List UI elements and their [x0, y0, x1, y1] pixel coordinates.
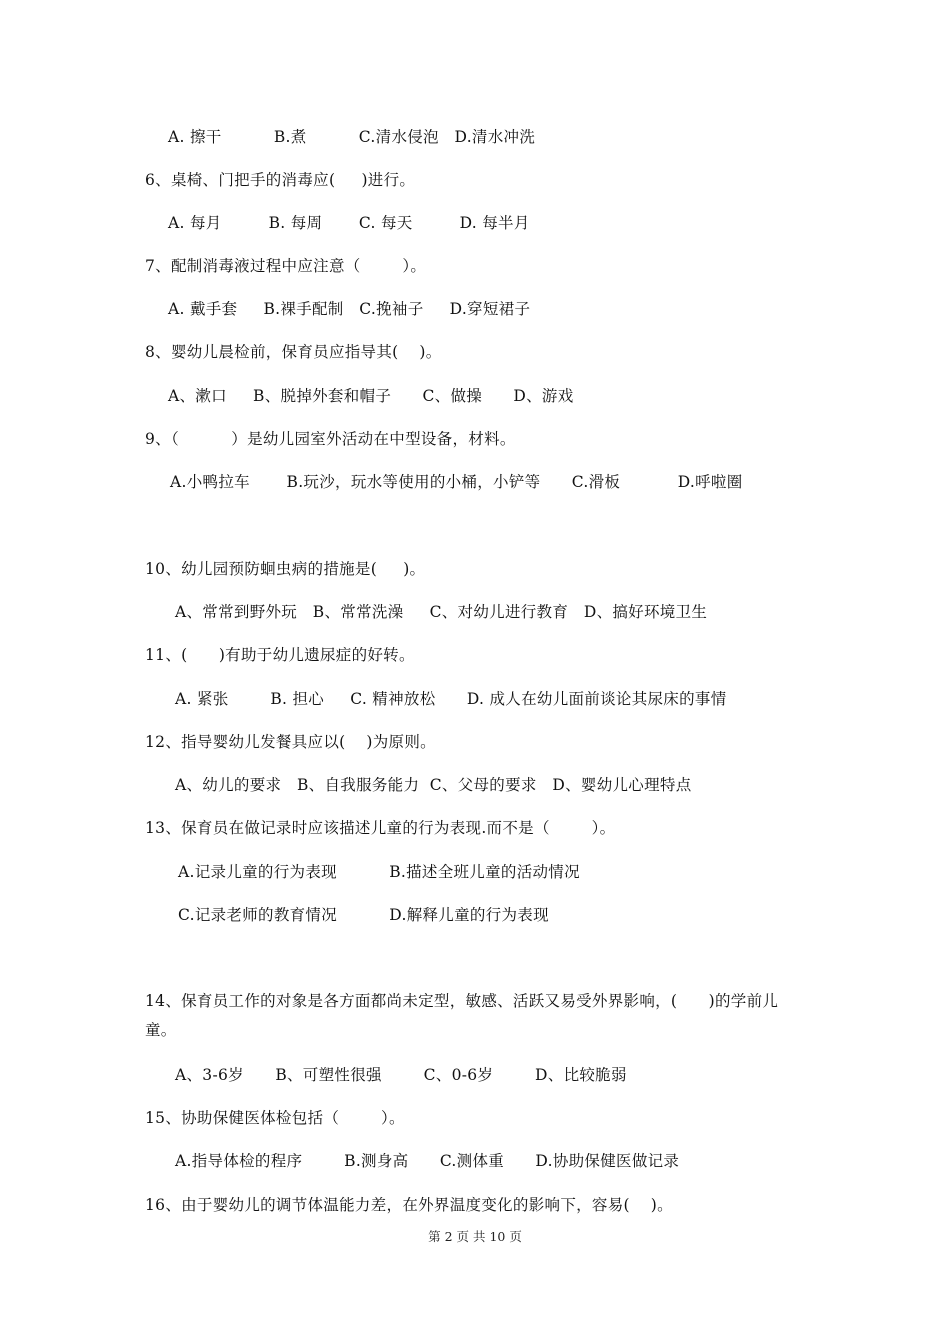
- question-8: 8、婴幼儿晨检前，保育员应指导其( )。: [145, 343, 442, 361]
- q12-options: A、幼儿的要求 B、自我服务能力 C、父母的要求 D、婴幼儿心理特点: [175, 776, 692, 794]
- q10-options: A、常常到野外玩 B、常常洗澡 C、对幼儿进行教育 D、搞好环境卫生: [175, 603, 708, 621]
- q6-options: A. 每月 B. 每周 C. 每天 D. 每半月: [168, 214, 530, 232]
- q11-options: A. 紧张 B. 担心 C. 精神放松 D. 成人在幼儿面前谈论其尿床的事情: [175, 690, 727, 708]
- page-footer: 第 2 页 共 10 页: [428, 1229, 522, 1244]
- question-16: 16、由于婴幼儿的调节体温能力差，在外界温度变化的影响下，容易( )。: [145, 1196, 673, 1214]
- q14-options: A、3-6岁 B、可塑性很强 C、0-6岁 D、比较脆弱: [175, 1066, 627, 1084]
- question-13: 13、保育员在做记录时应该描述儿童的行为表现.而不是（ ）。: [145, 819, 616, 837]
- q13-options-row-1: A.记录儿童的行为表现 B.描述全班儿童的活动情况: [178, 863, 580, 881]
- question-12: 12、指导婴幼儿发餐具应以( )为原则。: [145, 733, 436, 751]
- q8-options: A、漱口 B、脱掉外套和帽子 C、做操 D、游戏: [168, 387, 574, 405]
- q5-options: A. 擦干 B.煮 C.清水侵泡 D.清水冲洗: [168, 128, 536, 146]
- question-11: 11、( )有助于幼儿遗尿症的好转。: [145, 646, 415, 664]
- question-7: 7、配制消毒液过程中应注意（ ）。: [145, 257, 427, 275]
- question-10: 10、幼儿园预防蛔虫病的措施是( )。: [145, 560, 426, 578]
- q7-options: A. 戴手套 B.裸手配制 C.挽袖子 D.穿短裙子: [168, 300, 531, 318]
- question-15: 15、协助保健医体检包括（ ）。: [145, 1109, 405, 1127]
- q15-options: A.指导体检的程序 B.测身高 C.测体重 D.协助保健医做记录: [175, 1152, 680, 1170]
- q13-options-row-2: C.记录老师的教育情况 D.解释儿童的行为表现: [178, 906, 549, 924]
- question-14-continued: 童。: [145, 1021, 177, 1039]
- q9-options: A.小鸭拉车 B.玩沙，玩水等使用的小桶，小铲等 C.滑板 D.呼啦圈: [170, 473, 743, 491]
- question-14: 14、保育员工作的对象是各方面都尚未定型，敏感、活跃又易受外界影响，( )的学前儿: [145, 992, 779, 1010]
- question-9: 9、（ ）是幼儿园室外活动在中型设备，材料。: [145, 430, 516, 448]
- question-6: 6、桌椅、门把手的消毒应( )进行。: [145, 171, 416, 189]
